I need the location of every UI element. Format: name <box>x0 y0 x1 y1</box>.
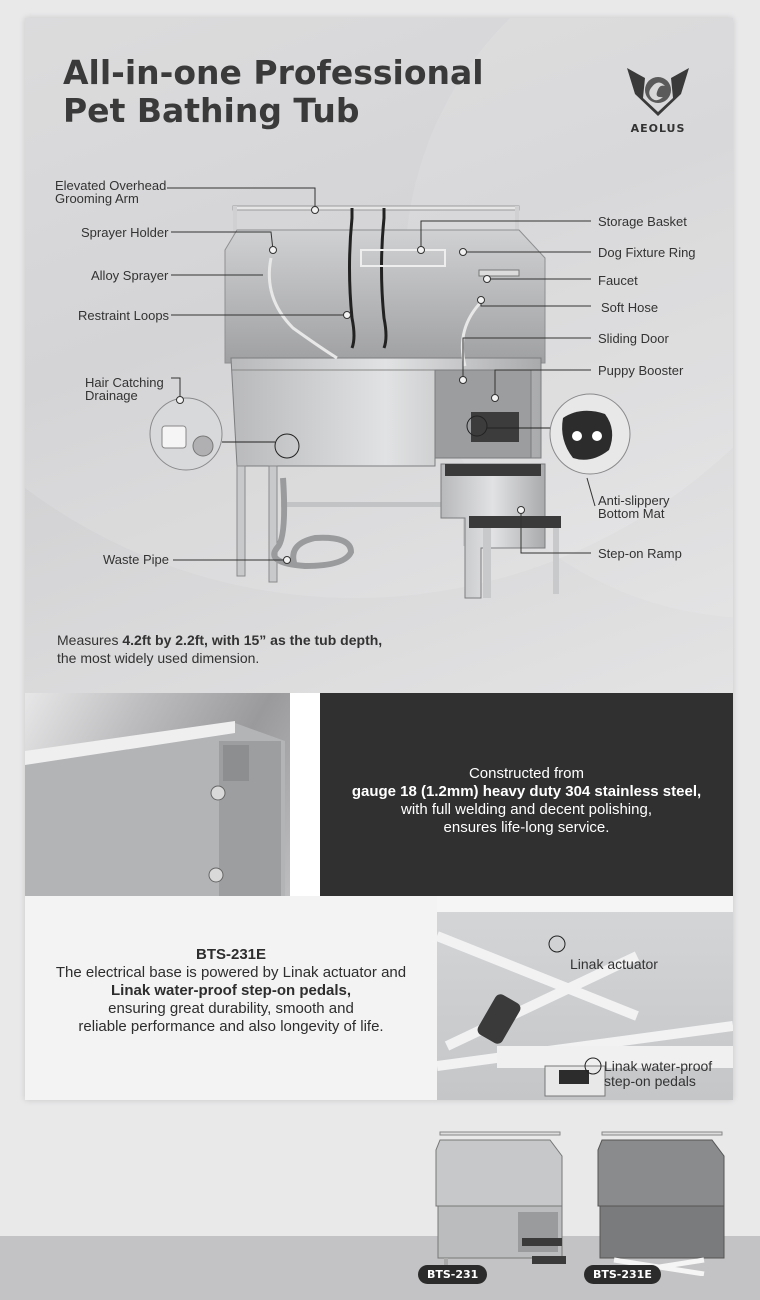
steel-edge-illustration <box>25 693 320 896</box>
callout-sprayer-holder: Sprayer Holder <box>81 225 169 240</box>
callout-waste-pipe: Waste Pipe <box>103 552 169 567</box>
brand-name: AEOLUS <box>630 122 686 135</box>
linak-pedals-label: Linak water-proof step-on pedals <box>604 1058 713 1089</box>
dimensions-text: Measures 4.2ft by 2.2ft, with 15” as the tub depth, the most widely used dimension. <box>57 632 383 666</box>
linak-actuator-label: Linak actuator <box>570 956 658 972</box>
callout-alloy-sprayer: Alloy Sprayer <box>91 268 169 283</box>
callout-puppy-booster: Puppy Booster <box>598 363 684 378</box>
callout-anti-slip-mat: Anti-slippery Bottom Mat <box>598 493 670 521</box>
page-title: All-in-one Professional Pet Bathing Tub <box>63 53 484 130</box>
bathing-tub-illustration <box>25 18 733 693</box>
electric-base-description: BTS-231E The electrical base is powered by Linak actuator and Linak water-proof step-on pedals, ensuring great durability, smooth and reliable performance and also longevity of life. <box>25 896 437 1100</box>
hero-section <box>25 18 733 693</box>
product-infographic <box>25 18 733 1100</box>
callout-faucet: Faucet <box>598 273 638 288</box>
callout-grooming-arm: Elevated Overhead Grooming Arm <box>55 178 167 206</box>
callout-step-on-ramp: Step-on Ramp <box>598 546 682 561</box>
callout-storage-basket: Storage Basket <box>598 214 687 229</box>
steel-description: Constructed from gauge 18 (1.2mm) heavy duty 304 stainless steel, with full welding and decent polishing, ensures life-long service. <box>320 693 733 896</box>
model-badge-bts-231: BTS-231 <box>418 1265 487 1284</box>
callout-hair-drainage: Hair Catching Drainage <box>85 375 164 403</box>
model-badge-bts-231e: BTS-231E <box>584 1265 661 1284</box>
electric-base-photo <box>437 896 733 1100</box>
steel-detail-photo <box>25 693 320 896</box>
callout-sliding-door: Sliding Door <box>598 331 669 346</box>
callout-dog-fixture-ring: Dog Fixture Ring <box>598 245 696 260</box>
model-bts-231-image <box>432 1126 572 1276</box>
model-bts-231e-image <box>594 1126 734 1276</box>
callout-soft-hose: Soft Hose <box>601 300 659 315</box>
callout-restraint-loops: Restraint Loops <box>78 308 170 323</box>
